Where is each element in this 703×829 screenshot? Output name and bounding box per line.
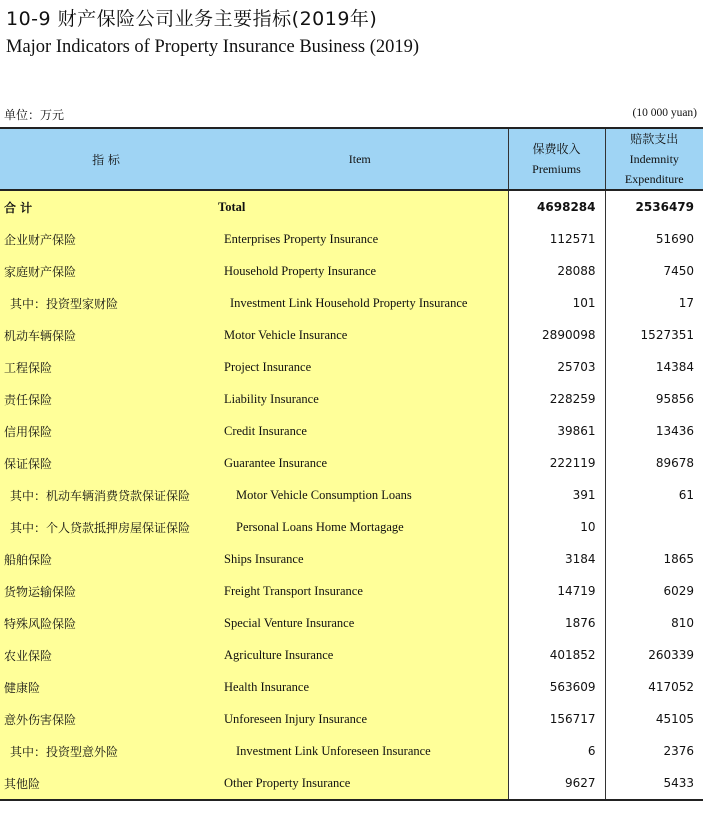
table-row (0, 735, 703, 767)
row-indemnity: 95856 (605, 383, 703, 415)
row-premiums: 2890098 (508, 319, 605, 351)
row-indemnity: 51690 (605, 223, 703, 255)
row-premiums: 3184 (508, 543, 605, 575)
row-indemnity: 260339 (605, 639, 703, 671)
row-indemnity: 89678 (605, 447, 703, 479)
header-premiums-en: Premiums (532, 162, 581, 176)
row-indicator-cn: 保证保险 (0, 447, 212, 479)
row-item-en: Motor Vehicle Consumption Loans (212, 479, 508, 511)
indicators-table (0, 127, 703, 801)
row-indicator-cn: 货物运输保险 (0, 575, 212, 607)
row-item-en: Personal Loans Home Mortagage (212, 511, 508, 543)
row-item-en: Credit Insurance (212, 415, 508, 447)
table-row (0, 447, 703, 479)
row-indicator-cn: 责任保险 (0, 383, 212, 415)
row-item-en: Unforeseen Injury Insurance (212, 703, 508, 735)
row-premiums: 391 (508, 479, 605, 511)
row-premiums: 401852 (508, 639, 605, 671)
row-indemnity: 6029 (605, 575, 703, 607)
table-row (0, 543, 703, 575)
row-indemnity: 2536479 (605, 190, 703, 223)
row-item-en: Guarantee Insurance (212, 447, 508, 479)
row-premiums: 101 (508, 287, 605, 319)
row-premiums: 228259 (508, 383, 605, 415)
row-premiums: 4698284 (508, 190, 605, 223)
header-indemnity-en-2: Expenditure (624, 172, 684, 186)
row-indicator-cn: 其中：个人贷款抵押房屋保证保险 (0, 511, 212, 543)
table-row (0, 319, 703, 351)
row-item-en: Investment Link Household Property Insurance (212, 287, 508, 319)
row-indicator-cn: 工程保险 (0, 351, 212, 383)
row-item-en: Household Property Insurance (212, 255, 508, 287)
table-row (0, 511, 703, 543)
table-row (0, 703, 703, 735)
table-row (0, 287, 703, 319)
row-indicator-cn: 健康险 (0, 671, 212, 703)
header-indicator: 指 标 (0, 128, 212, 190)
row-item-en: Total (212, 190, 508, 223)
table-row (0, 575, 703, 607)
row-indicator-cn: 其中：投资型意外险 (0, 735, 212, 767)
row-premiums: 563609 (508, 671, 605, 703)
row-item-en: Motor Vehicle Insurance (212, 319, 508, 351)
header-indemnity-cn: 赔款支出 (630, 132, 679, 146)
row-indemnity: 61 (605, 479, 703, 511)
row-indemnity: 5433 (605, 767, 703, 800)
row-indemnity: 45105 (605, 703, 703, 735)
row-indicator-cn: 其中：投资型家财险 (0, 287, 212, 319)
row-indicator-cn: 其中：机动车辆消费贷款保证保险 (0, 479, 212, 511)
row-premiums: 28088 (508, 255, 605, 287)
row-indemnity: 14384 (605, 351, 703, 383)
header-item: Item (212, 128, 508, 190)
row-premiums: 156717 (508, 703, 605, 735)
table-row (0, 671, 703, 703)
table-row (0, 383, 703, 415)
header-premiums-cn: 保费收入 (532, 142, 581, 156)
row-premiums: 10 (508, 511, 605, 543)
row-premiums: 112571 (508, 223, 605, 255)
row-item-en: Freight Transport Insurance (212, 575, 508, 607)
row-indemnity: 2376 (605, 735, 703, 767)
row-indicator-cn: 意外伤害保险 (0, 703, 212, 735)
row-indemnity: 17 (605, 287, 703, 319)
row-indemnity: 1527351 (605, 319, 703, 351)
row-indicator-cn: 农业保险 (0, 639, 212, 671)
row-indicator-cn: 企业财产保险 (0, 223, 212, 255)
title-english: Major Indicators of Property Insurance Business (2019) (6, 37, 420, 57)
row-indemnity: 810 (605, 607, 703, 639)
row-premiums: 1876 (508, 607, 605, 639)
row-item-en: Agriculture Insurance (212, 639, 508, 671)
row-item-en: Liability Insurance (212, 383, 508, 415)
row-item-en: Health Insurance (212, 671, 508, 703)
row-item-en: Special Venture Insurance (212, 607, 508, 639)
row-indicator-cn: 信用保险 (0, 415, 212, 447)
header-indemnity (605, 128, 703, 190)
row-indicator-cn: 家庭财产保险 (0, 255, 212, 287)
table-row (0, 607, 703, 639)
row-indemnity: 7450 (605, 255, 703, 287)
table-row (0, 767, 703, 800)
unit-label-chinese: 单位：万元 (4, 108, 65, 122)
row-premiums: 9627 (508, 767, 605, 800)
row-indicator-cn: 特殊风险保险 (0, 607, 212, 639)
header-premiums (508, 128, 605, 190)
row-indemnity (605, 511, 703, 543)
row-item-en: Project Insurance (212, 351, 508, 383)
row-indicator-cn: 合 计 (0, 190, 212, 223)
table-header-row (0, 128, 703, 190)
row-premiums: 14719 (508, 575, 605, 607)
row-item-en: Ships Insurance (212, 543, 508, 575)
header-indemnity-en-1: Indemnity (629, 152, 679, 166)
row-premiums: 6 (508, 735, 605, 767)
table-row (0, 639, 703, 671)
row-item-en: Investment Link Unforeseen Insurance (212, 735, 508, 767)
unit-label-english: (10 000 yuan) (632, 107, 697, 119)
table-row (0, 190, 703, 223)
row-premiums: 39861 (508, 415, 605, 447)
table-row (0, 479, 703, 511)
table-row (0, 415, 703, 447)
row-premiums: 222119 (508, 447, 605, 479)
title-chinese: 10-9 财产保险公司业务主要指标(2019年) (6, 8, 378, 30)
row-indicator-cn: 船舶保险 (0, 543, 212, 575)
row-indemnity: 1865 (605, 543, 703, 575)
row-indicator-cn: 机动车辆保险 (0, 319, 212, 351)
row-indicator-cn: 其他险 (0, 767, 212, 800)
table-row (0, 223, 703, 255)
table-row (0, 351, 703, 383)
table-row (0, 255, 703, 287)
row-item-en: Other Property Insurance (212, 767, 508, 800)
row-indemnity: 13436 (605, 415, 703, 447)
row-item-en: Enterprises Property Insurance (212, 223, 508, 255)
row-indemnity: 417052 (605, 671, 703, 703)
row-premiums: 25703 (508, 351, 605, 383)
